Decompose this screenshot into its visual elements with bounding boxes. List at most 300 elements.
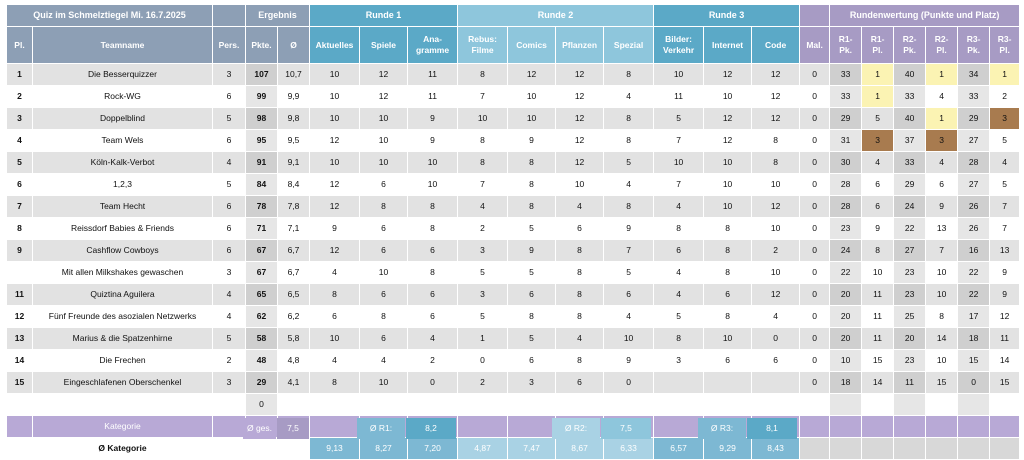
cell-pers: 4 xyxy=(213,152,246,174)
quiz-title: Quiz im Schmelztiegel Mi. 16.7.2025 xyxy=(7,5,213,27)
cell-r2pk: 27 xyxy=(894,240,926,262)
cell-pkte: 78 xyxy=(246,196,278,218)
cell-pflanzen: 6 xyxy=(556,218,604,240)
empty-cell xyxy=(894,394,926,416)
table-row-empty xyxy=(7,394,1020,416)
cell-mal: 0 xyxy=(800,108,830,130)
cell-spiele: 10 xyxy=(360,262,408,284)
kategorie-cell xyxy=(926,416,958,438)
cell-r3pk: 15 xyxy=(958,350,990,372)
cell-internet: 10 xyxy=(704,86,752,108)
cell-anagramme: 11 xyxy=(408,86,458,108)
cell-r2pk: 40 xyxy=(894,108,926,130)
empty-cell xyxy=(7,394,33,416)
col-pkte: Pkte. xyxy=(246,27,278,64)
avg-kategorie-reb: 4,87 xyxy=(458,438,508,460)
header-ergebnis: Ergebnis xyxy=(246,5,310,27)
cell-pflanzen: 8 xyxy=(556,240,604,262)
cell-pflanzen: 4 xyxy=(556,196,604,218)
cell-spezial: 4 xyxy=(604,174,654,196)
cell-avg: 7,8 xyxy=(278,196,310,218)
avg-kategorie-com: 7,47 xyxy=(508,438,556,460)
cell-rebus: 10 xyxy=(458,108,508,130)
cell-r3pk: 22 xyxy=(958,262,990,284)
cell-avg: 8,4 xyxy=(278,174,310,196)
cell-anagramme: 11 xyxy=(408,64,458,86)
empty-cell xyxy=(704,394,752,416)
cell-comics: 8 xyxy=(508,306,556,328)
cell-pkte: 62 xyxy=(246,306,278,328)
cell-r3pk: 22 xyxy=(958,284,990,306)
cell-anagramme: 0 xyxy=(408,372,458,394)
cell-team: Köln-Kalk-Verbot xyxy=(33,152,213,174)
empty-cell xyxy=(800,394,830,416)
cell-r3pk: 18 xyxy=(958,328,990,350)
col-internet: Internet xyxy=(704,27,752,64)
cell-pkte: 58 xyxy=(246,328,278,350)
avg-kategorie-cell xyxy=(800,438,830,460)
cell-pkte: 65 xyxy=(246,284,278,306)
col-rebus: Rebus: Filme xyxy=(458,27,508,64)
cell-pflanzen: 4 xyxy=(556,328,604,350)
cell-pers: 3 xyxy=(213,372,246,394)
cell-r3pl: 7 xyxy=(990,218,1020,240)
cell-r1pk: 29 xyxy=(830,108,862,130)
cell-pflanzen: 12 xyxy=(556,86,604,108)
header-row-groups xyxy=(7,5,1020,27)
col-pers: Pers. xyxy=(213,27,246,64)
cell-aktuelles: 4 xyxy=(310,262,360,284)
empty-cell xyxy=(862,394,894,416)
cell-bilder: 4 xyxy=(654,284,704,306)
cell-r1pl: 4 xyxy=(862,152,894,174)
cell-code: 4 xyxy=(752,306,800,328)
table-row xyxy=(7,152,1020,174)
col-code: Code xyxy=(752,27,800,64)
col-teamname: Teamname xyxy=(33,27,213,64)
cell-pers: 2 xyxy=(213,350,246,372)
cell-r2pk: 40 xyxy=(894,64,926,86)
cell-r2pl: 10 xyxy=(926,350,958,372)
cell-code: 12 xyxy=(752,108,800,130)
cell-internet: 8 xyxy=(704,240,752,262)
cell-spiele: 10 xyxy=(360,152,408,174)
cell-spezial: 8 xyxy=(604,64,654,86)
cell-pl: 1 xyxy=(7,64,33,86)
cell-team: Rock-WG xyxy=(33,86,213,108)
cell-team: Team Hecht xyxy=(33,196,213,218)
avg-kategorie-pfl: 8,67 xyxy=(556,438,604,460)
cell-r3pk: 33 xyxy=(958,86,990,108)
cell-code: 0 xyxy=(752,328,800,350)
cell-internet: 10 xyxy=(704,174,752,196)
cell-spiele: 6 xyxy=(360,240,408,262)
cell-r2pk: 25 xyxy=(894,306,926,328)
cell-pers: 5 xyxy=(213,174,246,196)
kategorie-cell xyxy=(654,416,704,438)
cell-pflanzen: 12 xyxy=(556,64,604,86)
cell-pers: 3 xyxy=(213,64,246,86)
summary-avg-r1 xyxy=(357,418,456,439)
cell-r1pl: 11 xyxy=(862,284,894,306)
cell-r1pl: 10 xyxy=(862,262,894,284)
summary-r1-label: Ø R1: xyxy=(357,418,405,439)
avg-kategorie-cell xyxy=(7,438,33,460)
cell-r1pl: 6 xyxy=(862,196,894,218)
kategorie-cell xyxy=(990,416,1020,438)
cell-r1pl: 9 xyxy=(862,218,894,240)
kategorie-cell xyxy=(830,416,862,438)
cell-comics: 9 xyxy=(508,240,556,262)
avg-kategorie-cell xyxy=(894,438,926,460)
cell-r3pl: 4 xyxy=(990,152,1020,174)
cell-pkte: 67 xyxy=(246,240,278,262)
cell-code: 12 xyxy=(752,64,800,86)
cell-r3pl: 11 xyxy=(990,328,1020,350)
cell-r1pl: 11 xyxy=(862,328,894,350)
cell-mal: 0 xyxy=(800,64,830,86)
cell-r1pl: 15 xyxy=(862,350,894,372)
cell-spiele: 6 xyxy=(360,328,408,350)
cell-team: Team Wels xyxy=(33,130,213,152)
cell-r2pl: 14 xyxy=(926,328,958,350)
avg-kategorie-akt: 9,13 xyxy=(310,438,360,460)
kategorie-label: Kategorie xyxy=(33,416,213,438)
empty-cell xyxy=(408,394,458,416)
cell-avg: 6,7 xyxy=(278,240,310,262)
cell-r1pk: 20 xyxy=(830,284,862,306)
cell-spiele: 10 xyxy=(360,108,408,130)
cell-avg: 9,8 xyxy=(278,108,310,130)
cell-team: Die Frechen xyxy=(33,350,213,372)
col-r1pk: R1-Pk. xyxy=(830,27,862,64)
cell-pers: 4 xyxy=(213,306,246,328)
cell-pkte: 67 xyxy=(246,262,278,284)
cell-bilder: 5 xyxy=(654,108,704,130)
cell-avg: 6,2 xyxy=(278,306,310,328)
avg-kategorie-spe: 6,33 xyxy=(604,438,654,460)
cell-rebus: 0 xyxy=(458,350,508,372)
cell-r2pl: 4 xyxy=(926,86,958,108)
empty-cell xyxy=(654,394,704,416)
cell-comics: 10 xyxy=(508,108,556,130)
cell-r1pl: 1 xyxy=(862,86,894,108)
cell-r2pl: 3 xyxy=(926,130,958,152)
table-row xyxy=(7,218,1020,240)
cell-r2pl: 15 xyxy=(926,372,958,394)
cell-code: 10 xyxy=(752,174,800,196)
cell-r3pk: 27 xyxy=(958,130,990,152)
cell-aktuelles: 8 xyxy=(310,372,360,394)
cell-avg: 7,1 xyxy=(278,218,310,240)
col-avg: Ø xyxy=(278,27,310,64)
cell-team: 1,2,3 xyxy=(33,174,213,196)
cell-pers: 6 xyxy=(213,86,246,108)
summary-avg-ges xyxy=(243,418,309,439)
kategorie-cell xyxy=(310,416,360,438)
cell-code: 12 xyxy=(752,284,800,306)
cell-r3pk: 29 xyxy=(958,108,990,130)
cell-rebus: 5 xyxy=(458,262,508,284)
cell-rebus: 5 xyxy=(458,306,508,328)
cell-pl: 2 xyxy=(7,86,33,108)
cell-r1pk: 10 xyxy=(830,350,862,372)
summary-r2-label: Ø R2: xyxy=(552,418,600,439)
cell-mal: 0 xyxy=(800,174,830,196)
table-row xyxy=(7,328,1020,350)
cell-anagramme: 10 xyxy=(408,152,458,174)
cell-bilder: 10 xyxy=(654,64,704,86)
cell-r2pl: 6 xyxy=(926,174,958,196)
cell-spezial: 5 xyxy=(604,262,654,284)
cell-pers: 3 xyxy=(213,262,246,284)
cell-r2pl: 4 xyxy=(926,152,958,174)
empty-cell xyxy=(213,394,246,416)
empty-cell xyxy=(604,394,654,416)
cell-mal: 0 xyxy=(800,130,830,152)
table-row xyxy=(7,350,1020,372)
cell-anagramme: 8 xyxy=(408,262,458,284)
cell-aktuelles: 10 xyxy=(310,64,360,86)
table-row xyxy=(7,196,1020,218)
cell-r2pl: 1 xyxy=(926,108,958,130)
cell-code xyxy=(752,372,800,394)
cell-pflanzen: 12 xyxy=(556,152,604,174)
cell-avg: 4,1 xyxy=(278,372,310,394)
cell-mal: 0 xyxy=(800,262,830,284)
cell-pers: 5 xyxy=(213,108,246,130)
avg-kategorie-label: Ø Kategorie xyxy=(33,438,213,460)
cell-aktuelles: 12 xyxy=(310,174,360,196)
cell-r2pk: 33 xyxy=(894,86,926,108)
header-runde2: Runde 2 xyxy=(458,5,654,27)
cell-pl: 4 xyxy=(7,130,33,152)
header-rundenwertung: Rundenwertung (Punkte und Platz) xyxy=(830,5,1020,27)
cell-r3pl: 15 xyxy=(990,372,1020,394)
cell-pkte: 95 xyxy=(246,130,278,152)
table-row xyxy=(7,130,1020,152)
cell-internet: 10 xyxy=(704,152,752,174)
cell-r3pl: 2 xyxy=(990,86,1020,108)
cell-r1pk: 31 xyxy=(830,130,862,152)
results-table xyxy=(6,4,1020,460)
cell-r2pk: 23 xyxy=(894,284,926,306)
cell-code: 6 xyxy=(752,350,800,372)
cell-mal: 0 xyxy=(800,350,830,372)
empty-cell: 0 xyxy=(246,394,278,416)
cell-rebus: 8 xyxy=(458,130,508,152)
empty-cell xyxy=(752,394,800,416)
cell-bilder: 8 xyxy=(654,218,704,240)
cell-r2pk: 22 xyxy=(894,218,926,240)
cell-spiele: 12 xyxy=(360,86,408,108)
cell-mal: 0 xyxy=(800,196,830,218)
avg-kategorie-spi: 8,27 xyxy=(360,438,408,460)
cell-team: Eingeschlafenen Oberschenkel xyxy=(33,372,213,394)
cell-r1pk: 22 xyxy=(830,262,862,284)
cell-avg: 9,9 xyxy=(278,86,310,108)
cell-r1pk: 33 xyxy=(830,86,862,108)
empty-cell xyxy=(360,394,408,416)
cell-r1pl: 14 xyxy=(862,372,894,394)
col-r3pk: R3-Pk. xyxy=(958,27,990,64)
cell-rebus: 2 xyxy=(458,218,508,240)
cell-pl: 3 xyxy=(7,108,33,130)
empty-cell xyxy=(556,394,604,416)
empty-cell xyxy=(830,394,862,416)
cell-internet: 12 xyxy=(704,64,752,86)
cell-r1pk: 24 xyxy=(830,240,862,262)
cell-r1pk: 18 xyxy=(830,372,862,394)
col-r2pk: R2-Pk. xyxy=(894,27,926,64)
cell-pl: 12 xyxy=(7,306,33,328)
cell-rebus: 8 xyxy=(458,152,508,174)
cell-internet: 12 xyxy=(704,108,752,130)
cell-r1pk: 28 xyxy=(830,174,862,196)
cell-spezial: 4 xyxy=(604,86,654,108)
empty-cell xyxy=(278,394,310,416)
cell-spezial: 4 xyxy=(604,306,654,328)
table-row xyxy=(7,174,1020,196)
cell-pkte: 107 xyxy=(246,64,278,86)
cell-team: Doppelblind xyxy=(33,108,213,130)
cell-anagramme: 9 xyxy=(408,130,458,152)
cell-rebus: 1 xyxy=(458,328,508,350)
cell-pers: 6 xyxy=(213,218,246,240)
cell-r3pl: 12 xyxy=(990,306,1020,328)
col-anagramme: Ana-gramme xyxy=(408,27,458,64)
cell-code: 12 xyxy=(752,196,800,218)
cell-aktuelles: 9 xyxy=(310,218,360,240)
cell-pflanzen: 8 xyxy=(556,262,604,284)
summary-avg-r2 xyxy=(552,418,651,439)
cell-aktuelles: 4 xyxy=(310,350,360,372)
cell-pflanzen: 12 xyxy=(556,108,604,130)
cell-bilder: 6 xyxy=(654,240,704,262)
cell-r3pl: 3 xyxy=(990,108,1020,130)
cell-r2pl: 13 xyxy=(926,218,958,240)
cell-r2pk: 37 xyxy=(894,130,926,152)
header-runde1: Runde 1 xyxy=(310,5,458,27)
empty-cell xyxy=(458,394,508,416)
avg-kategorie-cell xyxy=(862,438,894,460)
empty-cell xyxy=(310,394,360,416)
table-row xyxy=(7,284,1020,306)
col-pl: Pl. xyxy=(7,27,33,64)
cell-mal: 0 xyxy=(800,306,830,328)
cell-rebus: 2 xyxy=(458,372,508,394)
cell-pl: 13 xyxy=(7,328,33,350)
cell-mal: 0 xyxy=(800,372,830,394)
col-aktuelles: Aktuelles xyxy=(310,27,360,64)
cell-team: Cashflow Cowboys xyxy=(33,240,213,262)
cell-r3pk: 16 xyxy=(958,240,990,262)
avg-kategorie-ana: 7,20 xyxy=(408,438,458,460)
cell-bilder: 8 xyxy=(654,328,704,350)
cell-internet: 6 xyxy=(704,350,752,372)
avg-kategorie-cell xyxy=(246,438,278,460)
kategorie-cell xyxy=(958,416,990,438)
cell-pl: 7 xyxy=(7,196,33,218)
cell-mal: 0 xyxy=(800,328,830,350)
summary-r1-value: 8,2 xyxy=(406,418,456,439)
cell-pers: 4 xyxy=(213,284,246,306)
cell-r1pl: 3 xyxy=(862,130,894,152)
cell-r1pk: 33 xyxy=(830,64,862,86)
kategorie-cell xyxy=(894,416,926,438)
cell-spiele: 6 xyxy=(360,174,408,196)
cell-anagramme: 8 xyxy=(408,196,458,218)
cell-pflanzen: 8 xyxy=(556,350,604,372)
cell-r3pl: 14 xyxy=(990,350,1020,372)
cell-aktuelles: 6 xyxy=(310,306,360,328)
cell-avg: 6,7 xyxy=(278,262,310,284)
cell-mal: 0 xyxy=(800,152,830,174)
cell-bilder xyxy=(654,372,704,394)
cell-team: Marius & die Spatzenhirne xyxy=(33,328,213,350)
cell-pl: 11 xyxy=(7,284,33,306)
cell-r3pl: 5 xyxy=(990,130,1020,152)
cell-r3pk: 17 xyxy=(958,306,990,328)
cell-r2pk: 24 xyxy=(894,196,926,218)
cell-pkte: 48 xyxy=(246,350,278,372)
cell-pflanzen: 8 xyxy=(556,284,604,306)
col-r1pl: R1-Pl. xyxy=(862,27,894,64)
cell-comics: 6 xyxy=(508,350,556,372)
cell-avg: 6,5 xyxy=(278,284,310,306)
cell-pl: 6 xyxy=(7,174,33,196)
cell-internet: 8 xyxy=(704,218,752,240)
cell-team: Fünf Freunde des asozialen Netzwerks xyxy=(33,306,213,328)
col-r2pl: R2-Pl. xyxy=(926,27,958,64)
cell-code: 10 xyxy=(752,218,800,240)
cell-r3pk: 27 xyxy=(958,174,990,196)
cell-bilder: 7 xyxy=(654,130,704,152)
col-bilder: Bilder: Verkehr xyxy=(654,27,704,64)
avg-kategorie-cod: 8,43 xyxy=(752,438,800,460)
cell-aktuelles: 10 xyxy=(310,108,360,130)
avg-kategorie-cell xyxy=(278,438,310,460)
cell-spiele: 8 xyxy=(360,196,408,218)
cell-r3pk: 28 xyxy=(958,152,990,174)
cell-rebus: 7 xyxy=(458,86,508,108)
cell-bilder: 4 xyxy=(654,262,704,284)
cell-pkte: 91 xyxy=(246,152,278,174)
cell-pers: 6 xyxy=(213,130,246,152)
empty-cell xyxy=(33,394,213,416)
kategorie-row xyxy=(7,416,1020,438)
cell-spiele: 6 xyxy=(360,218,408,240)
cell-aktuelles: 10 xyxy=(310,86,360,108)
cell-spiele: 6 xyxy=(360,284,408,306)
kategorie-cell xyxy=(7,416,33,438)
kategorie-cell xyxy=(213,416,246,438)
cell-rebus: 7 xyxy=(458,174,508,196)
cell-spiele: 4 xyxy=(360,350,408,372)
cell-r3pk: 0 xyxy=(958,372,990,394)
cell-comics: 8 xyxy=(508,174,556,196)
cell-bilder: 7 xyxy=(654,174,704,196)
cell-comics: 5 xyxy=(508,262,556,284)
cell-bilder: 5 xyxy=(654,306,704,328)
col-mal: Mal. xyxy=(800,27,830,64)
cell-team: Quiztina Aguilera xyxy=(33,284,213,306)
summary-r3-value: 8,1 xyxy=(747,418,797,439)
cell-internet: 10 xyxy=(704,328,752,350)
cell-anagramme: 4 xyxy=(408,328,458,350)
cell-r1pl: 11 xyxy=(862,306,894,328)
cell-rebus: 4 xyxy=(458,196,508,218)
